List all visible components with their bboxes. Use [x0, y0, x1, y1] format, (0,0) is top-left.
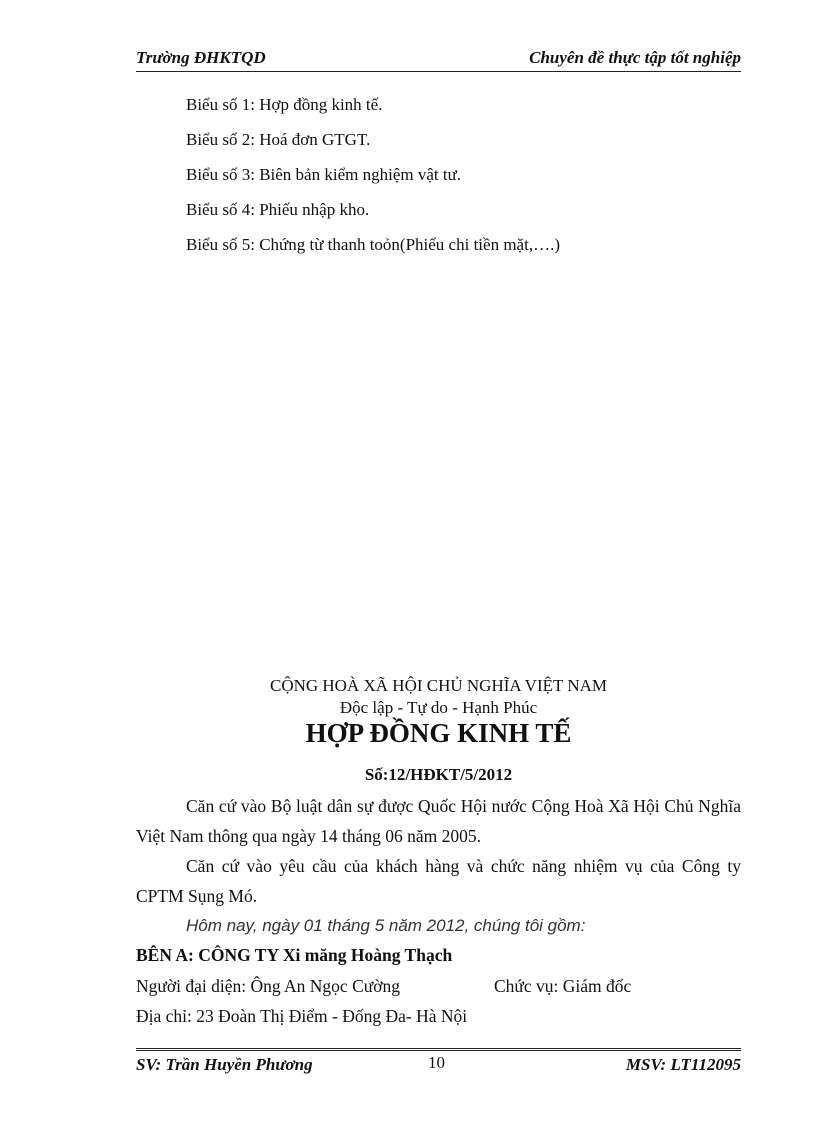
contract-number: Số:12/HĐKT/5/2012: [364, 765, 513, 784]
contract-title: HỢP ĐỒNG KINH TẾ: [305, 718, 572, 748]
position: Chức vụ: Giám đốc: [494, 976, 632, 996]
appendix-item: Biểu số 3: Biên bản kiểm nghiệm vật tư.: [186, 165, 462, 184]
appendix-item: Biểu số 4: Phiếu nhập kho.: [186, 200, 370, 219]
page-header: [136, 48, 741, 70]
basis-paragraph-2: Căn cứ vào yêu cầu của khách hàng và chức năng nhiệm vụ của Công ty CPTM Sụng Mó.: [136, 856, 741, 906]
header-school: Trường ĐHKTQD: [136, 48, 266, 67]
footer-student-id: MSV: LT112095: [625, 1055, 741, 1074]
address: Địa chỉ: 23 Đoàn Thị Điểm - Đống Đa- Hà Nội: [136, 1006, 468, 1026]
page-footer: [136, 1053, 741, 1077]
footer-student: SV: Trần Huyền Phương: [136, 1055, 313, 1074]
party-a-heading: BÊN A: CÔNG TY Xi măng Hoàng Thạch: [136, 945, 453, 965]
appendix-item: Biểu số 2: Hoá đơn GTGT.: [186, 130, 371, 149]
page-number: 10: [428, 1053, 445, 1072]
motto: Độc lập - Tự do - Hạnh Phúc: [339, 698, 538, 717]
appendix-list: [186, 95, 560, 270]
date-line: Hôm nay, ngày 01 tháng 5 năm 2012, chúng tôi gồm:: [186, 916, 586, 935]
basis-paragraph-1: Căn cứ vào Bộ luật dân sự được Quốc Hội nước Cộng Hoà Xã Hội Chủ Nghĩa Việt Nam thông qua ngày 14 tháng 06 năm 2005.: [136, 796, 741, 846]
header-rule: [136, 71, 741, 72]
header-report-title: Chuyên đề thực tập tốt nghiệp: [529, 48, 741, 67]
appendix-item: Biểu số 1: Hợp đồng kinh tế.: [186, 95, 383, 114]
footer-rule: [136, 1048, 741, 1051]
representative: Người đại diện: Ông An Ngọc Cường: [136, 976, 400, 996]
appendix-item: Biểu số 5: Chứng từ thanh toỏn(Phiếu chi tiền mặt,….): [186, 235, 560, 254]
nation-heading: CỘNG HOÀ XÃ HỘI CHỦ NGHĨA VIỆT NAM: [269, 676, 607, 695]
